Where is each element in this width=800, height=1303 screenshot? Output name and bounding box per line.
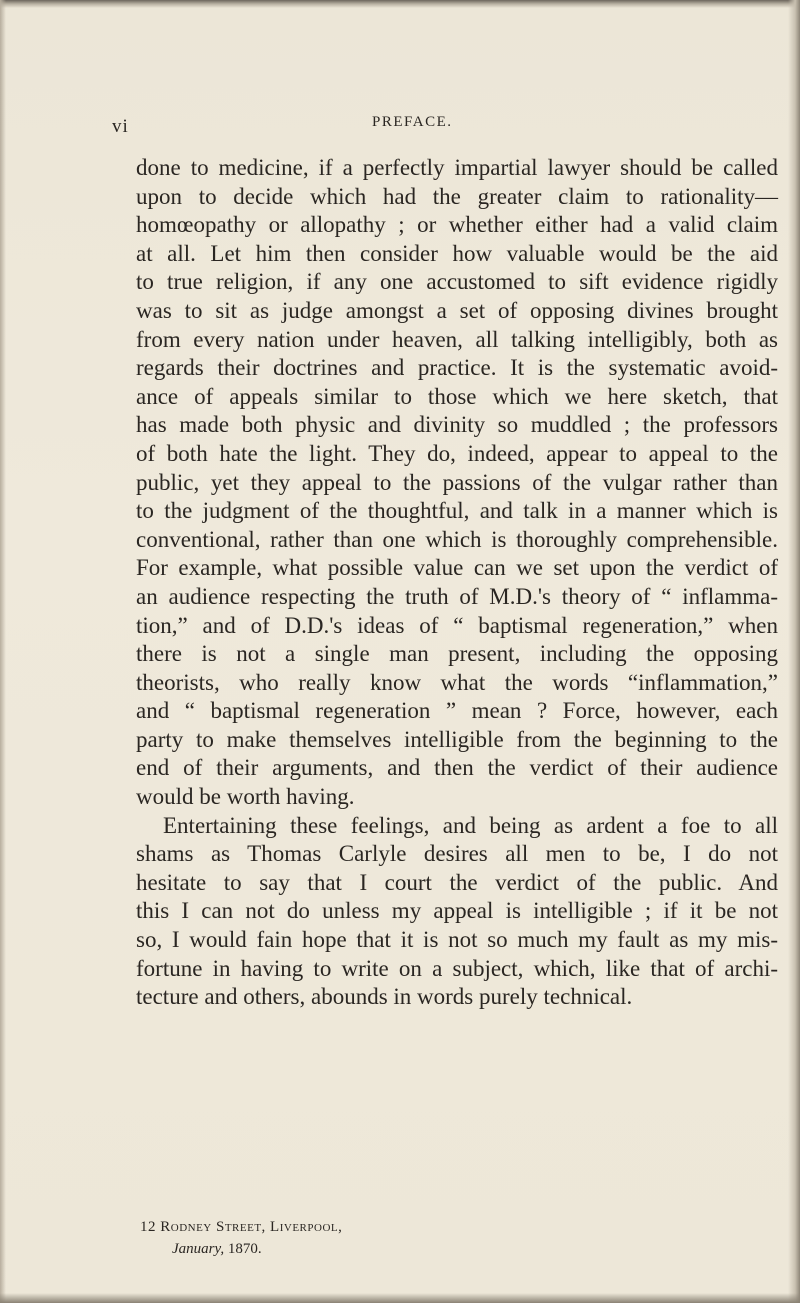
running-head: PREFACE. — [372, 114, 453, 130]
text-line: party to make themselves intelligible from the beginning to the — [136, 726, 778, 752]
text-line: theorists, who really know what the words “inflammation,” — [136, 669, 778, 695]
text-line: shams as Thomas Carlyle desires all men to be, I do not — [136, 841, 778, 867]
text-line: to the judgment of the thoughtful, and talk in a manner which is — [136, 498, 778, 524]
text-line: done to medicine, if a perfectly impartial lawyer should be called — [136, 155, 778, 180]
text-line: there is not a single man present, including the opposing — [136, 641, 778, 667]
text-line: tion,” and of D.D.'s ideas of “ baptismal regeneration,” when — [136, 612, 778, 638]
text-line: to true religion, if any one accustomed to sift evidence rigidly — [136, 269, 778, 295]
text-line: ance of appeals similar to those which we here sketch, that — [136, 383, 778, 409]
text-line: Entertaining these feelings, and being as ardent a foe to all — [163, 812, 778, 838]
signature-block — [140, 1216, 342, 1260]
text-line: from every nation under heaven, all talking intelligibly, both as — [136, 326, 778, 352]
page-top-shadow — [0, 0, 800, 8]
text-line: conventional, rather than one which is thoroughly comprehensible. — [136, 526, 778, 552]
text-line: was to sit as judge amongst a set of opposing divines brought — [136, 297, 778, 323]
text-line: so, I would fain hope that it is not so much my fault as my mis- — [136, 927, 778, 953]
page-bottom-edge — [0, 1293, 800, 1303]
text-line: For example, what possible value can we set upon the verdict of — [136, 555, 778, 581]
text-line: this I can not do unless my appeal is intelligible ; if it be not — [136, 898, 778, 924]
text-line: tecture and others, abounds in words purely technical. — [136, 984, 633, 1010]
signature-address: 12 Rodney Street, Liverpool, — [140, 1219, 343, 1235]
text-line: an audience respecting the truth of M.D.'s theory of “ inflamma- — [136, 583, 778, 609]
text-line: would be worth having. — [136, 784, 355, 810]
text-line: and “ baptismal regeneration ” mean ? Force, however, each — [136, 698, 778, 724]
page-left-edge — [0, 0, 6, 1303]
text-line: end of their arguments, and then the verdict of their audience — [136, 755, 778, 781]
page-right-edge — [788, 0, 800, 1303]
text-line: homœopathy or allopathy ; or whether either had a valid claim — [136, 212, 778, 238]
preface-text — [136, 154, 778, 1012]
text-line: of both hate the light. They do, indeed, appear to appeal to the — [136, 440, 778, 466]
signature-month: January, — [172, 1241, 225, 1257]
text-line: at all. Let him then consider how valuable would be the aid — [136, 240, 778, 266]
text-line: hesitate to say that I court the verdict of the public. And — [136, 869, 778, 895]
page-number: vi — [112, 116, 129, 137]
signature-year: 1870. — [227, 1241, 262, 1257]
text-line: upon to decide which had the greater claim to rationality— — [136, 183, 778, 209]
text-line: regards their doctrines and practice. It is the systematic avoid- — [136, 355, 778, 381]
signature-date — [140, 1238, 342, 1260]
text-line: has made both physic and divinity so muddled ; the professors — [136, 412, 778, 438]
text-line: fortune in having to write on a subject, which, like that of archi- — [136, 955, 778, 981]
text-line: public, yet they appeal to the passions of the vulgar rather than — [136, 469, 778, 495]
